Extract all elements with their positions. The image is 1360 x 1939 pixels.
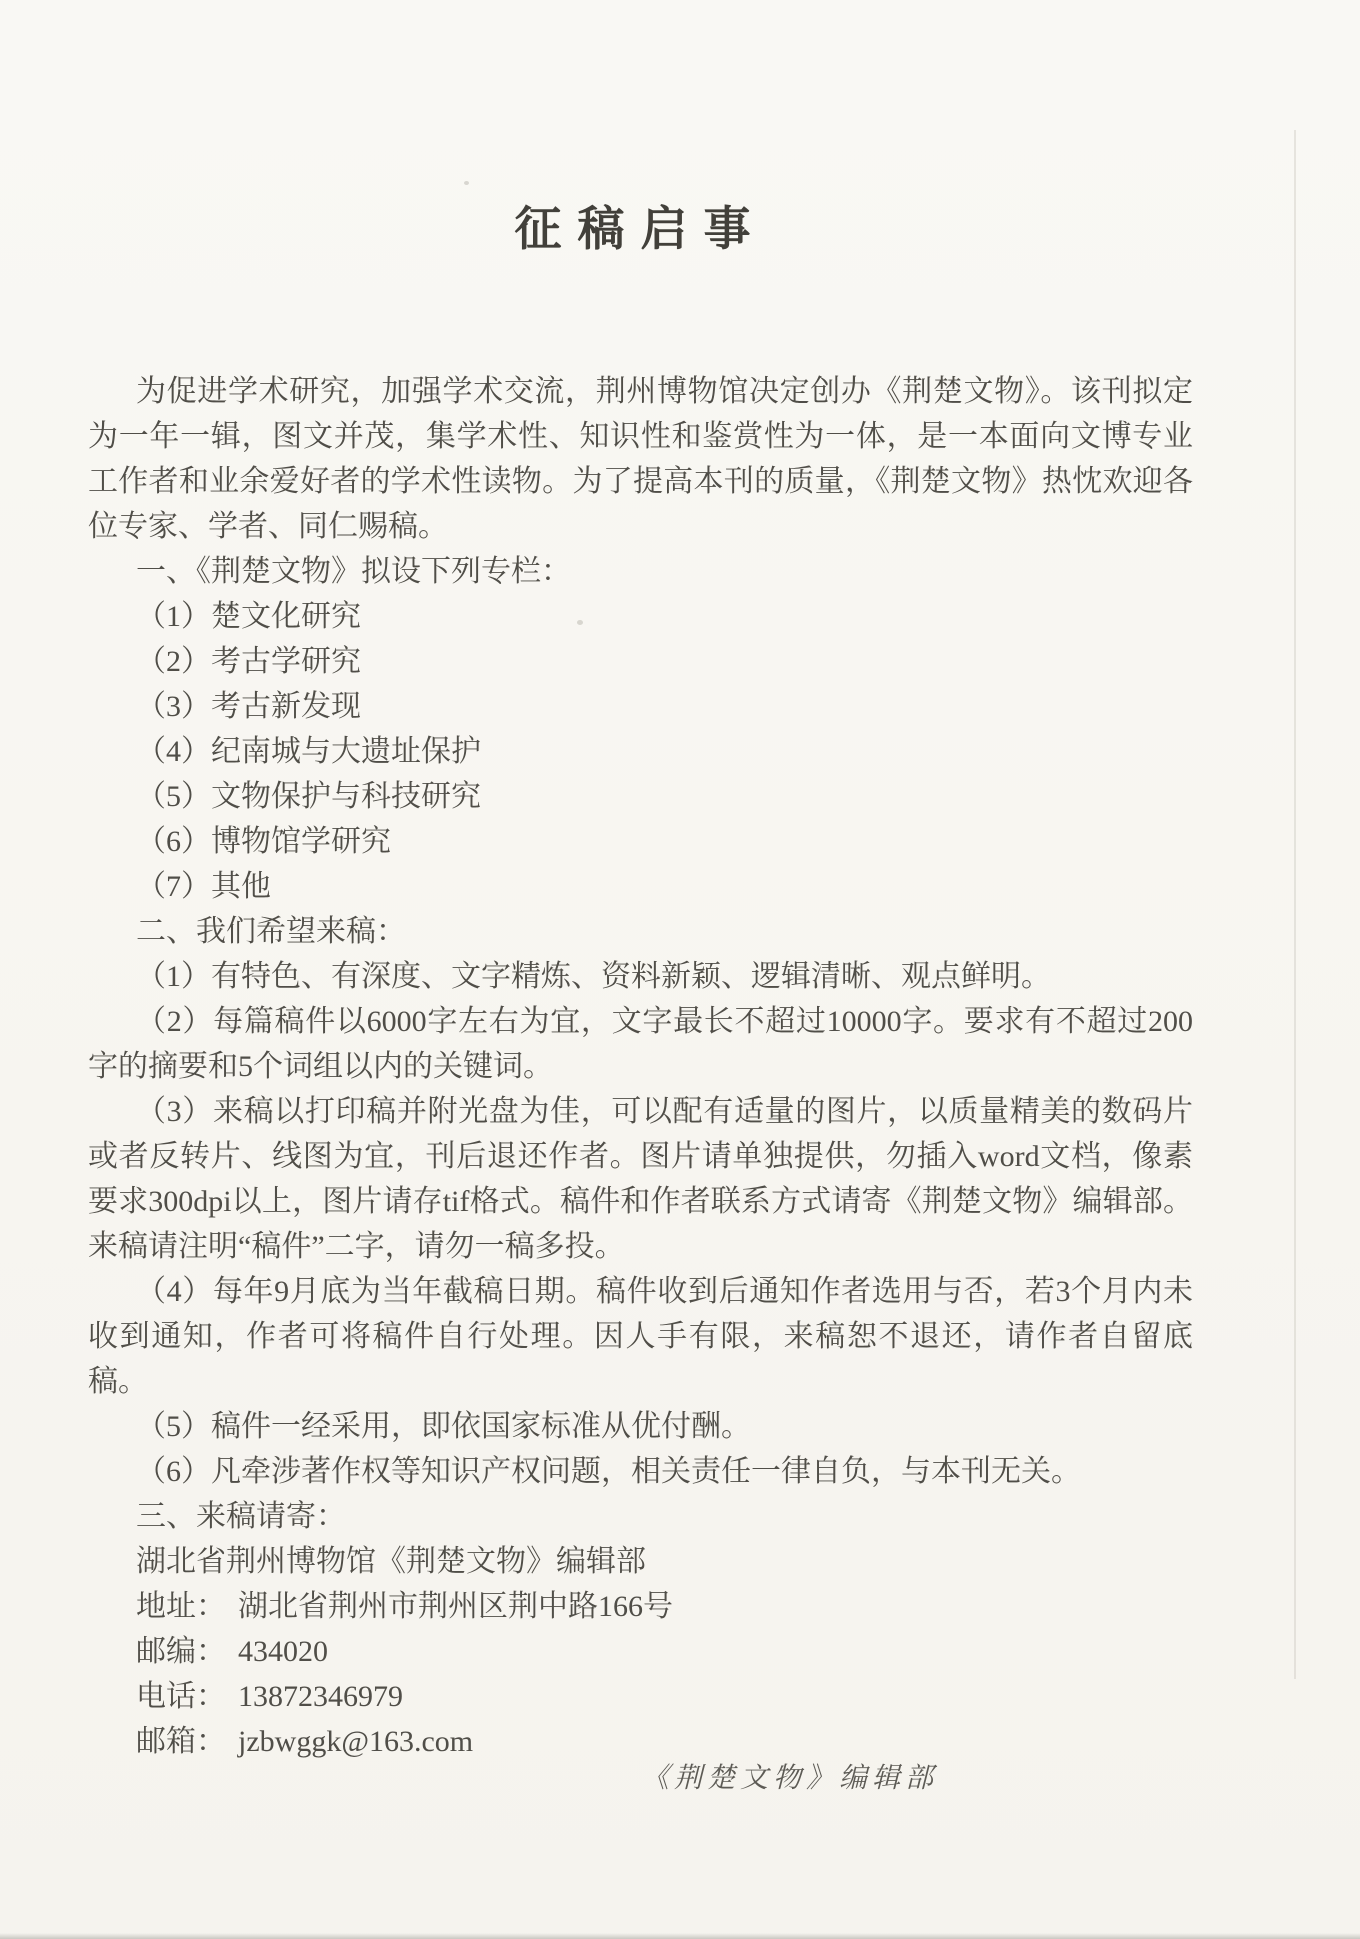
intro-paragraph: 为促进学术研究，加强学术交流，荆州博物馆决定创办《荆楚文物》。该刊拟定为一年一辑，图文并茂，集学术性、知识性和鉴赏性为一体，是一本面向文博专业工作者和业余爱好者的学术性读物。为了提高本刊的质量，《荆楚文物》热忱欢迎各位专家、学者、同仁赐稿。 bbox=[88, 375, 1193, 543]
page-title: 征稿启事 bbox=[514, 204, 767, 256]
guideline-item: （6）凡牵涉著作权等知识产权问题，相关责任一律自负，与本刊无关。 bbox=[136, 1455, 1081, 1488]
scan-page-edge bbox=[1294, 130, 1296, 1679]
document-body bbox=[88, 369, 1193, 1764]
contact-label: 地址： bbox=[136, 1590, 226, 1623]
guideline-item: （5）稿件一经采用，即依国家标准从优付酬。 bbox=[136, 1410, 751, 1443]
contact-value: 13872346979 bbox=[238, 1680, 403, 1713]
contact-line-phone bbox=[88, 1674, 1193, 1719]
section-2-heading: 二、我们希望来稿： bbox=[136, 915, 406, 948]
scan-speck bbox=[464, 181, 469, 185]
guideline-item: （3）来稿以打印稿并附光盘为佳，可以配有适量的图片，以质量精美的数码片或者反转片、线图为宜，刊后退还作者。图片请单独提供，勿插入word文档，像素要求300dpi以上，图片请存tif格式。稿件和作者联系方式请寄《荆楚文物》编辑部。来稿请注明“稿件”二字，请勿一稿多投。 bbox=[88, 1095, 1193, 1263]
column-item: （3）考古新发现 bbox=[136, 690, 361, 723]
contact-value: jzbwggk@163.com bbox=[238, 1725, 474, 1758]
contact-label: 电话： bbox=[136, 1680, 226, 1713]
contact-label: 邮编： bbox=[136, 1635, 226, 1668]
contact-line-address bbox=[88, 1584, 1193, 1629]
column-item: （4）纪南城与大遗址保护 bbox=[136, 735, 481, 768]
section-3-heading: 三、来稿请寄： bbox=[136, 1500, 346, 1533]
guideline-item: （2）每篇稿件以6000字左右为宜，文字最长不超过10000字。要求有不超过200字的摘要和5个词组以内的关键词。 bbox=[88, 1005, 1193, 1083]
guideline-item: （4）每年9月底为当年截稿日期。稿件收到后通知作者选用与否，若3个月内未收到通知，作者可将稿件自行处理。因人手有限，来稿恕不退还，请作者自留底稿。 bbox=[88, 1275, 1193, 1398]
contact-value: 湖北省荆州市荆州区荆中路166号 bbox=[238, 1590, 673, 1623]
scan-bottom-edge bbox=[0, 1933, 1360, 1939]
contact-label: 邮箱： bbox=[136, 1725, 226, 1758]
contact-value: 434020 bbox=[238, 1635, 328, 1668]
column-item: （5）文物保护与科技研究 bbox=[136, 780, 481, 813]
guideline-item: （1）有特色、有深度、文字精炼、资料新颖、逻辑清晰、观点鲜明。 bbox=[136, 960, 1051, 993]
contact-line-postcode bbox=[88, 1629, 1193, 1674]
section-1-heading: 一、《荆楚文物》拟设下列专栏： bbox=[136, 555, 571, 588]
column-item: （6）博物馆学研究 bbox=[136, 825, 391, 858]
editorial-office-line: 湖北省荆州博物馆《荆楚文物》编辑部 bbox=[136, 1545, 646, 1578]
editorial-signature: 《荆楚文物》编辑部 bbox=[640, 1761, 938, 1794]
column-item: （1）楚文化研究 bbox=[136, 600, 361, 633]
column-item: （2）考古学研究 bbox=[136, 645, 361, 678]
column-item: （7）其他 bbox=[136, 870, 271, 903]
